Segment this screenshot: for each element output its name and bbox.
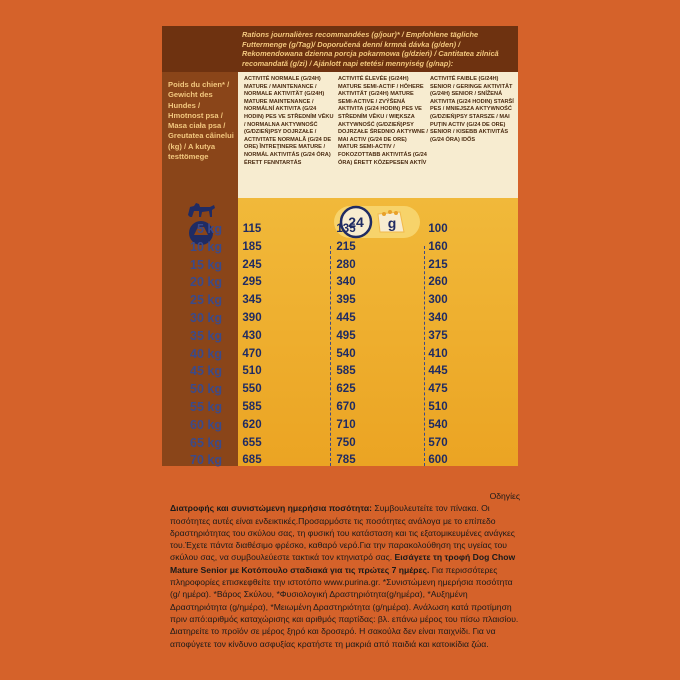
row-value: 625 <box>336 383 356 396</box>
row-weight: 55 kg <box>190 400 222 414</box>
row-value: 280 <box>336 258 356 271</box>
row-value: 160 <box>428 240 448 253</box>
instructions-text-2: Για περισσότερες πληροφορίες επισκεφθείτε την ιστοτόπο www.purina.gr. *Συνιστώμενη ημερήσια ποσότητα (g/ ημέρα). *Βάρος Σκύλου, *Φυσιολογική Δραστηριότητα(g/ημέρα), *Αυξημένη Δραστηριότητα (g/ημέρα), *Μειωμένη Δραστηριότητα (g/ημέρα). Ανάλωση κατά προτίμηση πριν από:αριθμός καταχώρισης και αριθμός παρτίδας: βλ. επάνω μέρος του πίσω πλαισίου. Διατηρείτε το προϊόν σε μέρος ξηρό και δροσερό. Η σακούλα δεν είναι παιχνίδι. Για να αποφύγετε τον κίνδυνο ασφυξίας κρατήστε τη μακριά από παιδιά και κατοικίδια ζώα. <box>170 564 519 649</box>
activity-header <box>238 72 518 198</box>
row-value: 245 <box>242 258 262 271</box>
row-value: 585 <box>336 365 356 378</box>
activity-normal: ACTIVITÉ NORMALE (G/24H) MATURE / MAINTENANCE / NORMALE AKTIVITÄT (G/24H) MATURE MAINTENANCE / NORMÁLNÍ AKTIVITA (G/24 HODIN) PES VE STŘEDNÍM VĚKU / NORMALNA AKTYWNOŚĆ (G/DZIEŃ)PSY DOJRZAŁE / ACTIVITATE NORMALĂ (G/24 DE ORE) ÎNTREȚINERE MATURE / NORMÁL AKTIVITÁS (G/24 ÓRA) ÉRETT FENNTARTÁS <box>244 76 334 166</box>
row-value: 115 <box>242 223 262 235</box>
row-value: 655 <box>242 436 262 449</box>
row-value: 600 <box>428 454 448 467</box>
row-value: 585 <box>242 401 262 413</box>
row-value: 340 <box>336 276 356 289</box>
row-value: 375 <box>428 329 448 342</box>
row-value: 390 <box>242 312 262 324</box>
row-weight: 35 kg <box>190 328 222 343</box>
row-weight: 15 kg <box>190 257 222 272</box>
row-weight: 60 kg <box>190 417 222 432</box>
activity-low: ACTIVITÉ FAIBLE (G/24H) SENIOR / GERINGE AKTIVITÄT (G/24H) SENIOR / SNÍŽENÁ AKTIVITA (G/24 HODIN) STARŠÍ PES / MNIEJSZA AKTYWNOŚĆ (G/DZIEŃ)PSY STARSZE / MAI PUȚIN ACTIV (G/24 DE ORE) SENIOR / KISEBB AKTIVITÁS (G/24 ÓRA) IDŐS <box>430 76 514 143</box>
row-weight: 20 kg <box>190 275 222 290</box>
row-value: 540 <box>428 418 448 431</box>
row-value: 710 <box>336 418 356 431</box>
row-value: 570 <box>428 436 448 449</box>
row-weight: 30 kg <box>190 311 222 325</box>
row-value: 470 <box>242 347 262 360</box>
row-weight: 70 kg <box>190 453 222 468</box>
row-value: 685 <box>242 454 262 467</box>
row-value: 670 <box>336 401 356 413</box>
row-value: 135 <box>336 223 356 235</box>
row-value: 475 <box>428 383 448 396</box>
row-value: 215 <box>428 258 448 271</box>
table-header <box>162 26 518 72</box>
row-value: 215 <box>336 240 356 253</box>
row-value: 345 <box>242 294 262 307</box>
row-value: 445 <box>336 312 356 324</box>
row-value: 495 <box>336 329 356 342</box>
row-value: 750 <box>336 436 356 449</box>
instructions-body <box>170 502 520 650</box>
instructions-bold-2: Εισάγετε τη τροφή Dog Chow Mature Senior με Κοτόπουλο σταδιακά για τις πρώτες 7 ημέρες. <box>170 552 516 575</box>
row-value: 445 <box>428 365 448 378</box>
row-value: 510 <box>242 365 262 378</box>
clock-label: 24 <box>348 214 364 230</box>
activity-high: ACTIVITÉ ÉLEVÉE (G/24H) MATURE SEMI-ACTIF / HÖHERE AKTIVITÄT (G/24H) MATURE SEMI-ACTIVE / ZVÝŠENÁ AKTIVITA (G/24 HODIN) PES VE STŘEDNÍM VĚKU / WIĘKSZA AKTYWNOŚĆ (G/DZIEŃ)PSY DOJRZAŁE ŚREDNIO AKTYWNE / MAI ACTIV (G/24 DE ORE) MATUR SEMI-ACTIV / FOKOZOTTABB AKTIVITÁS (G/24 ÓRA) ÉRETT KÖZEPESEN AKTÍV <box>338 76 428 166</box>
instructions-title: Οδηγίες <box>489 491 520 501</box>
row-value: 100 <box>428 223 448 235</box>
row-value: 410 <box>428 347 448 360</box>
row-value: 540 <box>336 347 356 360</box>
row-weight: 25 kg <box>190 293 222 308</box>
row-weight: 65 kg <box>190 435 222 450</box>
row-value: 620 <box>242 418 262 431</box>
weight-label: Poids du chien* / Gewicht des Hundes / Hmotnost psa / Masa ciała psa / Greutatea câinelui (kg) / A kutya testtömege <box>168 80 234 162</box>
row-weight: 50 kg <box>190 382 222 397</box>
row-weight: 5 kg <box>196 222 222 236</box>
instructions <box>170 490 520 650</box>
row-value: 395 <box>336 294 356 307</box>
row-value: 550 <box>242 383 262 396</box>
header-text: Rations journalières recommandées (g/jour)* / Empfohlene tägliche Futtermenge (g/Tag)/ Doporučená denní krmná dávka (g/den) / Rekomendowana dzienna porcja pokarmowa (g/dzień) / Cantitatea zilnică recomandată (g/zi) / Ajánlott napi etetési mennyiség (g/nap): <box>242 30 499 68</box>
row-value: 295 <box>242 276 262 289</box>
instructions-lead: Διατροφής και συνιστώμενη ημερήσια ποσότητα: <box>170 503 372 514</box>
row-weight: 45 kg <box>190 364 222 379</box>
instructions-text-1: Συμβουλευτείτε τον πίνακα. Οι ποσότητες αυτές είναι ενδεικτικές.Προσαρμόστε τις ποσότητες ανάλογα με το επίπεδο δραστηριότητας του σκύλου σας, τη φυσική του κατάσταση και τις εξατομικευμένες ανάγκες του.Έχετε πάντα διαθέσιμο φρέσκο, καθαρό νερό.Για την παρακολούθηση της υγείας του σκύλου σας, να συμβουλεύεστε τακτικά τον κτηνιατρό σας. <box>170 503 515 563</box>
row-value: 300 <box>428 294 448 307</box>
grams-label: g <box>387 215 397 231</box>
row-value: 510 <box>428 401 448 413</box>
row-weight: 10 kg <box>190 239 222 254</box>
row-value: 785 <box>336 454 356 467</box>
row-weight: 40 kg <box>190 346 222 361</box>
row-value: 260 <box>428 276 448 289</box>
row-value: 185 <box>242 240 262 253</box>
row-value: 340 <box>428 312 448 324</box>
row-value: 430 <box>242 329 262 342</box>
